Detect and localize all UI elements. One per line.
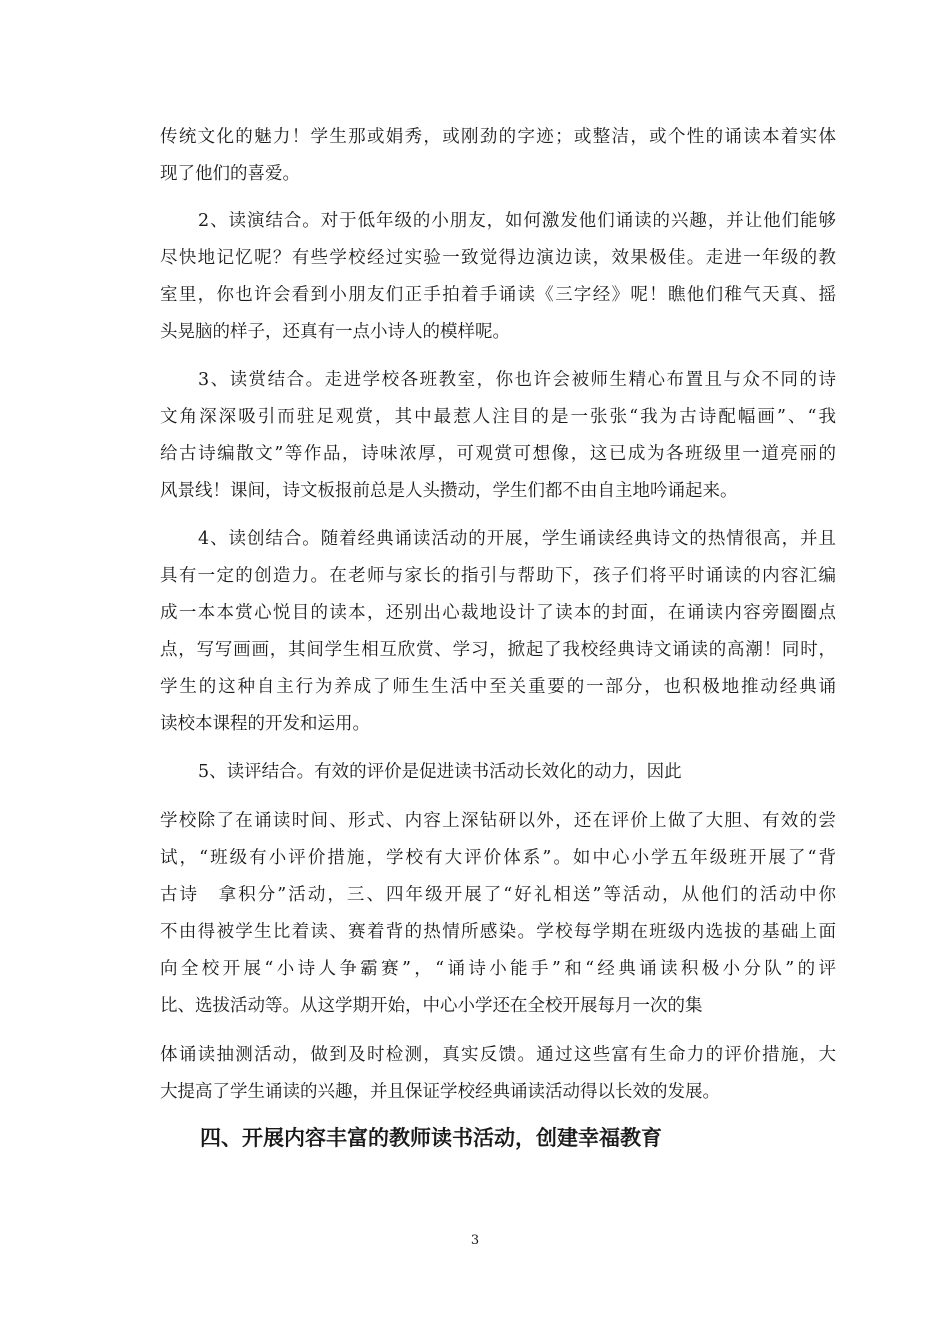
paragraph-line: 给古诗编散文”等作品，诗味浓厚，可观赏可想像，这已成为各班级里一道亮丽的	[160, 444, 836, 464]
paragraph-line: 向全校开展“小诗人争霸赛”，“诵诗小能手”和“经典诵读积极小分队”的评	[160, 959, 836, 979]
page-number: 3	[470, 1233, 480, 1248]
paragraph-line: 体诵读抽测活动，做到及时检测，真实反馈。通过这些富有生命力的评价措施，大	[160, 1045, 836, 1065]
paragraph-line: 点，写写画画，其间学生相互欣赏、学习，掀起了我校经典诗文诵读的高潮！同时，	[160, 640, 836, 660]
paragraph-line: 3、读赏结合。走进学校各班教室，你也许会被师生精心布置且与众不同的诗	[198, 370, 836, 390]
paragraph-line: 传统文化的魅力！学生那或娟秀，或刚劲的字迹；或整洁，或个性的诵读本着实体	[160, 127, 836, 147]
paragraph-line: 2、读演结合。对于低年级的小朋友，如何激发他们诵读的兴趣，并让他们能够	[198, 211, 836, 231]
paragraph-line: 成一本本赏心悦目的读本，还别出心裁地设计了读本的封面，在诵读内容旁圈圈点	[160, 603, 836, 623]
paragraph-line: 文角深深吸引而驻足观赏，其中最惹人注目的是一张张“我为古诗配幅画”、“我	[160, 407, 836, 427]
paragraph-line: 古诗 拿积分”活动，三、四年级开展了“好礼相送”等活动，从他们的活动中你	[160, 885, 836, 905]
paragraph-line: 5、读评结合。有效的评价是促进读书活动长效化的动力，因此	[198, 762, 682, 782]
section-heading: 四、开展内容丰富的教师读书活动，创建幸福教育	[200, 1126, 662, 1150]
paragraph-line: 学校除了在诵读时间、形式、内容上深钻研以外，还在评价上做了大胆、有效的尝	[160, 811, 836, 831]
paragraph-line: 试，“班级有小评价措施，学校有大评价体系”。如中心小学五年级班开展了“背	[160, 848, 836, 868]
paragraph-line: 不由得被学生比着读、赛着背的热情所感染。学校每学期在班级内选拔的基础上面	[160, 922, 836, 942]
paragraph-line: 风景线！课间，诗文板报前总是人头攒动，学生们都不由自主地吟诵起来。	[160, 481, 738, 501]
paragraph-line: 读校本课程的开发和运用。	[160, 714, 370, 734]
paragraph-line: 现了他们的喜爱。	[160, 164, 300, 184]
paragraph-line: 4、读创结合。随着经典诵读活动的开展，学生诵读经典诗文的热情很高，并且	[198, 529, 836, 549]
paragraph-line: 室里，你也许会看到小朋友们正手拍着手诵读《三字经》呢！瞧他们稚气天真、摇	[160, 285, 836, 305]
paragraph-line: 具有一定的创造力。在老师与家长的指引与帮助下，孩子们将平时诵读的内容汇编	[160, 566, 836, 586]
paragraph-line: 头晃脑的样子，还真有一点小诗人的模样呢。	[160, 322, 510, 342]
paragraph-line: 尽快地记忆呢？有些学校经过实验一致觉得边演边读，效果极佳。走进一年级的教	[160, 248, 836, 268]
paragraph-line: 大提高了学生诵读的兴趣，并且保证学校经典诵读活动得以长效的发展。	[160, 1082, 720, 1102]
paragraph-line: 比、选拔活动等。从这学期开始，中心小学还在全校开展每月一次的集	[160, 996, 703, 1016]
paragraph-line: 学生的这种自主行为养成了师生生活中至关重要的一部分，也积极地推动经典诵	[160, 677, 836, 697]
